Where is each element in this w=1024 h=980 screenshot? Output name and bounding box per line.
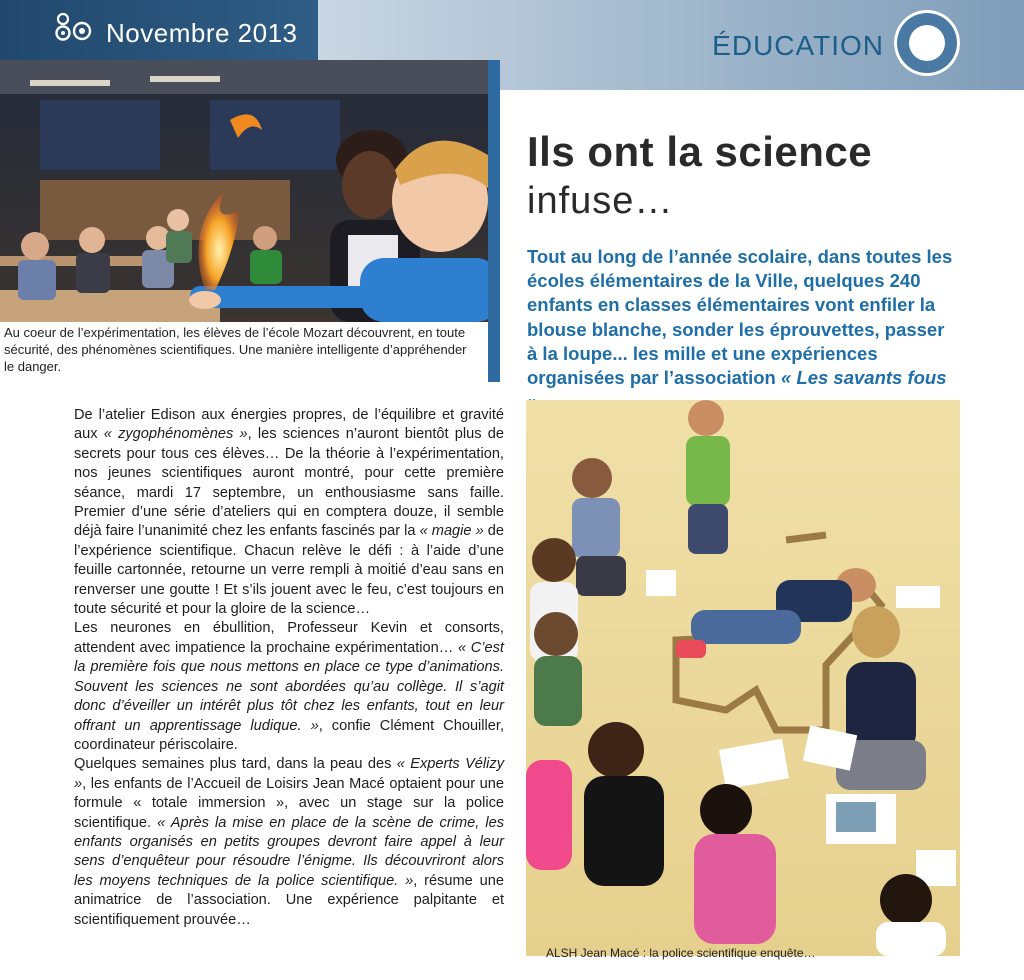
photo-fire-experiment bbox=[0, 60, 500, 322]
decorative-bar bbox=[488, 60, 500, 382]
circles-logo-icon bbox=[54, 12, 96, 42]
article-title: Ils ont la science bbox=[527, 128, 873, 175]
article-lead: Tout au long de l’année scolaire, dans toutes les écoles élémentaires de la Ville, quelques 240 enfants en classes élémentaires vont enfiler la blouse blanche, sonder les éprouvettes, passer à la loupe... les mille et une expériences organisées par l’association « Les savants fous bbox=[527, 245, 957, 414]
issue-date: Novembre 2013 bbox=[106, 18, 298, 48]
lead-association-name: « Les savants fous bbox=[780, 367, 947, 389]
body-paragraph-3: Quelques semaines plus tard, dans la peau des « Experts Vélizy », les enfants de l’Accueil de Loisirs Jean Macé optaient pour une formule « totale immersion », avec un stage sur la police scientifique. « Après la mise en place de la scène de crime, les enfants organisés en petits groupes devront faire appel à leur sens d’enquêteur pour résoudre l’énigme. Ils découvriront alors les moyens techniques de la police scientifique. », résume une animatrice de l’association. Une expérience palpitante et scientifiquement prouvée… bbox=[74, 756, 504, 928]
photo-right-caption: ALSH Jean Macé : la police scientifique enquête… bbox=[546, 946, 816, 960]
photo-crime-scene bbox=[526, 400, 960, 956]
article-subtitle: infuse… bbox=[527, 180, 674, 222]
section-title: ÉDUCATION bbox=[712, 30, 884, 61]
photo-top-caption: Au coeur de l’expérimentation, les élèves de l’école Mozart découvrent, en toute sécurité, des phénomènes scientifiques. Une manière intelligente d’appréhender le danger. bbox=[4, 325, 467, 374]
article-body bbox=[74, 406, 504, 930]
body-paragraph-2: Les neurones en ébullition, Professeur Kevin et consorts, attendent avec impatience la prochaine expérimentation… « C’est la première fois que nous mettons en place ce type d’animations. Souvent les sciences ne sont abordées qu’au collège. Il s’agit donc d’éveiller un intérêt plus tôt chez les enfants, tout en leur offrant un apprentissage ludique. », confie Clément Chouiller, coordinateur périscolaire. bbox=[74, 620, 505, 753]
body-paragraph-1: De l’atelier Edison aux énergies propres, de l’équilibre et gravité aux « zygophénomènes », les sciences n’auront bientôt plus de secrets pour tous ces élèves… De la théorie à l’expérimentation, nos jeunes scientifiques auront montré, pour cette première séance, mardi 17 septembre, un enthousiasme sans faille. Premier d’une série d’ateliers qui en comptera douze, il semble déjà faire l’unanimité chez les enfants fascinés par la « magie » de l’expérience scientifique. Chacun relève le défi : à l’aide d’une feuille cartonnée, retourne un verre rempli à moitié d’eau sans en renverser une goutte ! Et s’ils jouent avec le feu, c’est toujours en toute sécurité et pour la gloire de la science… bbox=[74, 407, 505, 618]
ring-icon bbox=[894, 10, 960, 76]
